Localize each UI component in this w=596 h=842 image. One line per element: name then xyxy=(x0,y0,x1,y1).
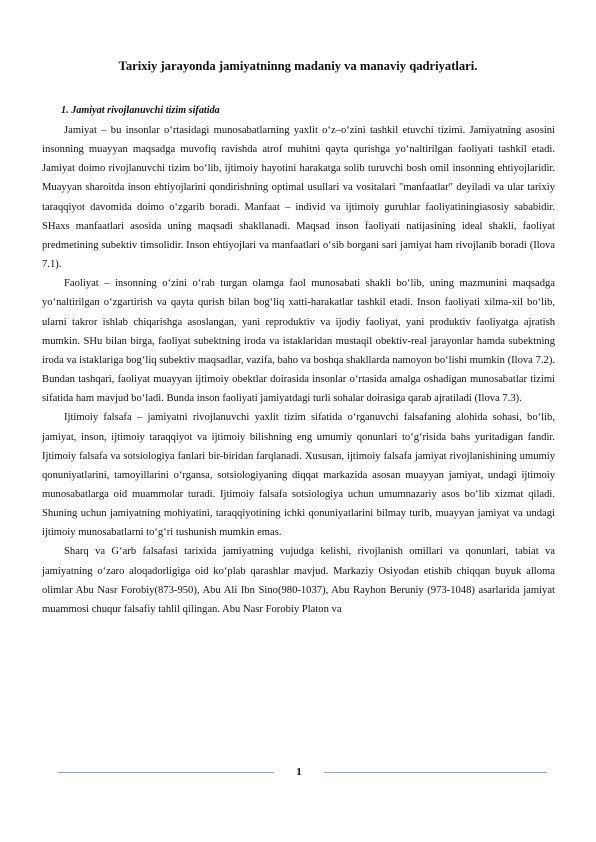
paragraph-faoliyat: Faoliyat – insonning o‘zini o‘rab turgan olamga faol munosabati shakli bo‘lib, uning mazmunini maqsadga yo‘naltirilgan o‘zgartirish va qayta qurish bilan bog‘liq xatti-harakatlar tashkil etadi. Inson faoliyati xilma-xil bo‘lib, ularni takror ishlab chiqarishga asoslangan, yani reproduktiv va ijodiy faoliyat, yani produktiv faoliyatga ajratish mumkin. SHu bilan birga, faoliyat subektning iroda va istaklaridan mustaqil obektiv-real jarayonlar hamda subektning iroda va istaklariga bog‘liq subektiv maqsadlar, vazifa, baho va boshqa shakllarda namoyon bo‘lishi mumkin (Ilova 7.2). Bundan tashqari, faoliyat muayyan ijtimoiy obektlar doirasida insonlar o‘rtasida amalga oshadigan munosabatlar tizimi sifatida ham mavjud bo‘ladi. Bunda inson faoliyati jamiyatdagi turli sohalar doirasiga qarab ajratiladi (Ilova 7.3). xyxy=(42,278,555,405)
footer-divider-right xyxy=(324,772,547,773)
paragraph-ijtimoiy-falsafa: Ijtimoiy falsafa – jamiyatni rivojlanuvchi yaxlit tizim sifatida o‘rganuvchi falsafaning alohida sohasi, bo‘lib, jamiyat, inson, ijtimoiy taraqqiyot va ijtimoiy bilishning eng umumiy qonunlari to‘g‘risida bahs yuritadigan fandir. Ijtimoiy falsafa va sotsiologiya fanlari bir-biridan farqlanadi. Xususan, ijtimoiy falsafa jamiyat rivojlanishining umumiy qonuniyatlarini, tamoyillarini o‘rgansa, sotsiologiyaning diqqat markazida asosan muayyan jamiyat, undagi ijtimoiy munosabatlarga oid muammolar turadi. Ijtimoiy falsafa sotsiologiya uchun umumnazariy asos bo‘lib xizmat qiladi. Shuning uchun jamiyatning mohiyatini, taraqqiyotining ichki qonuniyatlarini bilmay turib, muayyan jamiyat va undagi ijtimoiy munosabatlarni to‘g‘ri tushunish mumkin emas. xyxy=(42,412,555,539)
page-number: 1 xyxy=(296,766,302,778)
section-heading: 1. Jamiyat rivojlanuvchi tizim sifatida xyxy=(61,105,220,116)
document-title: Tarixiy jarayonda jamiyatninng madaniy va manaviy qadriyatlari. xyxy=(118,59,478,73)
paragraph-jamiyat: Jamiyat – bu insonlar o‘rtasidagi munosabatlarning yaxlit o‘z–o‘zini tashkil etuvchi tizimi. Jamiyatning asosini insonning muayyan maqsadga muvofiq ravishda atrof muhitni qayta qurishga yo‘naltirilgan faoliyati tashkil etadi. Jamiyat doimo rivojlanuvchi tizim bo‘lib, ijtimoiy hayotini harakatga solib turuvchi bosh omil insonning ehtiyojlaridir. Muayyan sharoitda inson ehtiyojlarini qondirishning optimal usullari va vositalari "manfaatlar" deyiladi va ular tarixiy taraqqiyot davomida doimo o‘zgarib boradi. Manfaat – individ va ijtimoiy guruhlar faoliyatiningiasosiy sababidir. SHaxs manfaatlari asosida uning maqsadi shakllanadi. Maqsad inson faoliyati natijasining ideal shakli, faoliyat predmetining subektiv timsolidir. Inson ehtiyojlari va manfaatlari o‘sib borgani sari jamiyat ham rivojlanib boradi (Ilova 7.1). xyxy=(42,125,555,271)
footer-divider-left xyxy=(58,772,274,773)
paragraph-sharq-garb: Sharq va G‘arb falsafasi tarixida jamiyatning vujudga kelishi, rivojlanish omillari va qonunlari, tabiat va jamiyatning o‘zaro aloqadorligiga oid ko‘plab qarashlar mavjud. Markaziy Osiyodan etishib chiqqan buyuk alloma olimlar Abu Nasr Forobiy(873-950), Abu Ali Ibn Sino(980-1037), Abu Rayhon Beruniy (973-1048) asarlarida jamiyat muammosi chuqur falsafiy tahlil qilingan. Abu Nasr Forobiy Platon va xyxy=(42,546,555,615)
body-text xyxy=(42,121,555,619)
